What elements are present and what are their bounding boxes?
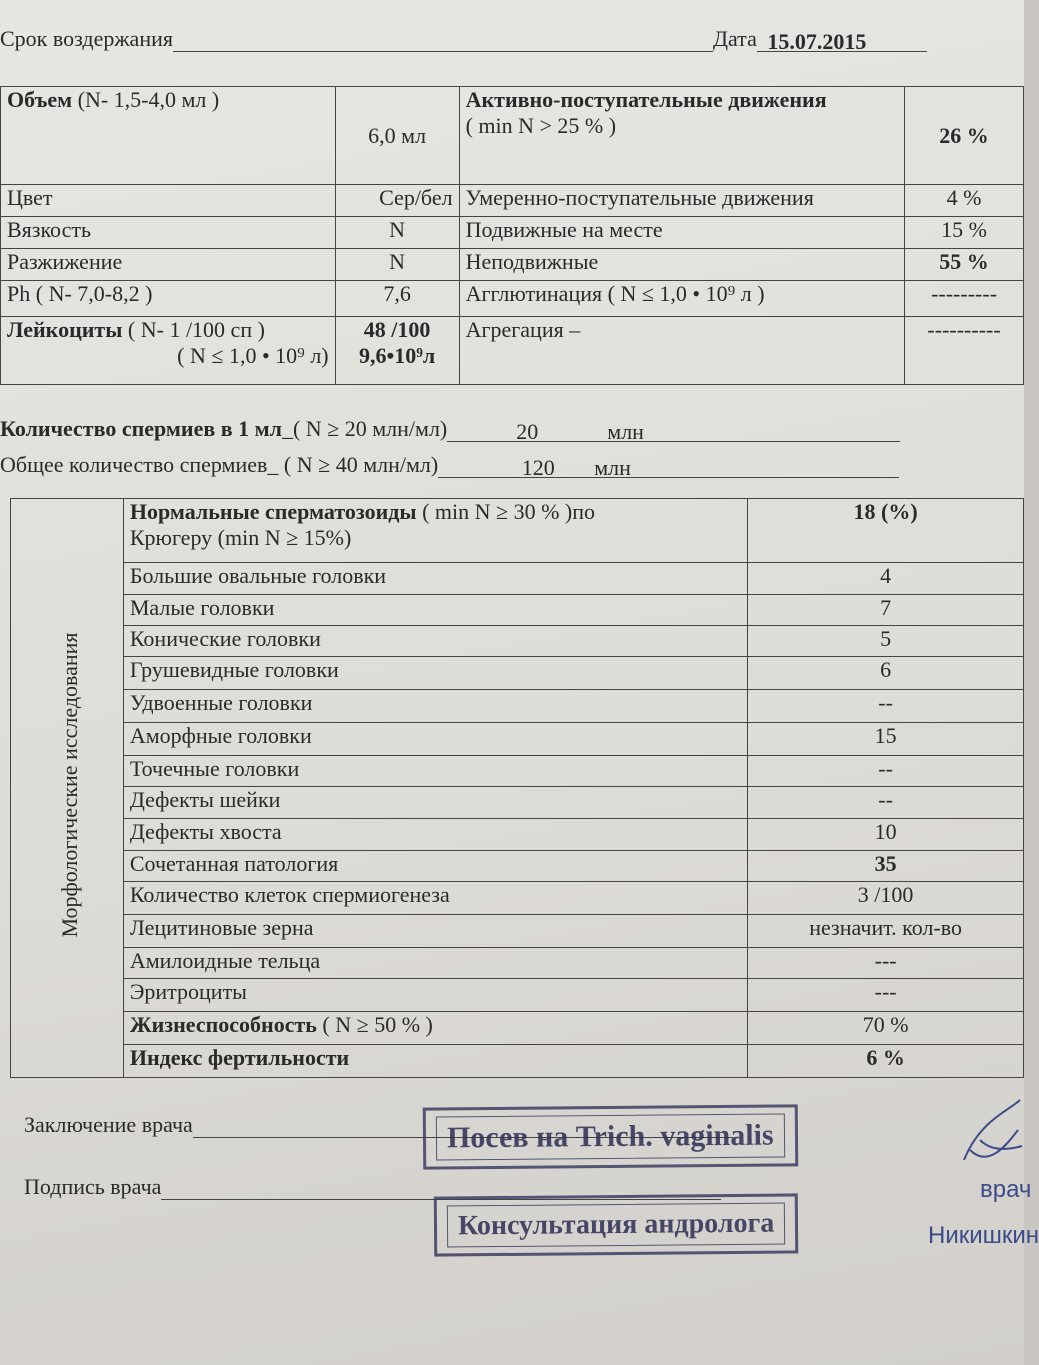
morphology-row-value: --- bbox=[748, 948, 1024, 979]
total-count-value: 120 bbox=[518, 455, 558, 478]
moderate-motility-label: Умеренно-поступательные движения bbox=[459, 185, 905, 217]
morphology-row-label: Удвоенные головки bbox=[123, 690, 747, 723]
semen-params-table bbox=[0, 86, 1024, 385]
morphology-row-label: Точечные головки bbox=[123, 756, 747, 787]
immotile-value: 55 % bbox=[905, 249, 1024, 281]
color-value: Сер/бел bbox=[335, 185, 459, 217]
viscosity-label: Вязкость bbox=[1, 217, 336, 249]
agglutination-value: --------- bbox=[905, 281, 1024, 317]
morphology-row-value: --- bbox=[748, 979, 1024, 1012]
morphology-row-value: 15 bbox=[748, 723, 1024, 756]
morphology-row-value: 6 bbox=[748, 657, 1024, 690]
morphology-row-value: незначит. кол-во bbox=[748, 915, 1024, 948]
morphology-row-label: Количество клеток спермиогенеза bbox=[123, 882, 747, 915]
active-motility-cell: Активно-поступательные движения ( min N > 25 % ) bbox=[459, 87, 905, 185]
stamp-culture: Посев на Trich. vaginalis bbox=[423, 1104, 798, 1169]
morphology-row-value: 10 bbox=[748, 819, 1024, 851]
active-motility-value: 26 % bbox=[905, 87, 1024, 185]
table-row bbox=[11, 787, 1024, 819]
morphology-row-label: Конические головки bbox=[123, 626, 747, 657]
table-row bbox=[11, 948, 1024, 979]
normal-sperm-value: 18 (%) bbox=[748, 499, 1024, 563]
morphology-row-label: Грушевидные головки bbox=[123, 657, 747, 690]
viability-value: 70 % bbox=[748, 1012, 1024, 1045]
table-row bbox=[11, 563, 1024, 595]
liquefaction-value: N bbox=[335, 249, 459, 281]
morphology-row-value: 3 /100 bbox=[748, 882, 1024, 915]
morphology-row-value: 7 bbox=[748, 595, 1024, 626]
abstinence-label: Срок воздержания bbox=[0, 26, 173, 51]
table-row bbox=[11, 851, 1024, 882]
morphology-row-label: Аморфные головки bbox=[123, 723, 747, 756]
agglutination-label: Агглютинация ( N ≤ 1,0 • 10⁹ л ) bbox=[459, 281, 905, 317]
morphology-row-value: 35 bbox=[748, 851, 1024, 882]
table-row bbox=[11, 915, 1024, 948]
morphology-row-value: -- bbox=[748, 756, 1024, 787]
table-row bbox=[11, 595, 1024, 626]
viability-row bbox=[11, 1012, 1024, 1045]
ph-cell: Ph ( N- 7,0-8,2 ) bbox=[1, 281, 336, 317]
table-row bbox=[11, 882, 1024, 915]
morphology-side-label: Морфологические исследования bbox=[57, 632, 82, 938]
table-row bbox=[11, 723, 1024, 756]
viability-label: Жизнеспособность ( N ≥ 50 % ) bbox=[123, 1012, 747, 1045]
table-row bbox=[11, 657, 1024, 690]
morphology-row-label: Малые головки bbox=[123, 595, 747, 626]
normal-sperm-cell: Нормальные сперматозоиды ( min N ≥ 30 % )по Крюгеру (min N ≥ 15%) bbox=[123, 499, 747, 563]
volume-value: 6,0 мл bbox=[335, 87, 459, 185]
table-row bbox=[11, 756, 1024, 787]
morphology-row-value: 4 bbox=[748, 563, 1024, 595]
date-label: Дата bbox=[712, 26, 757, 51]
stamp-andrologist: Консультация андролога bbox=[434, 1193, 799, 1256]
doctor-name: Никишкин bbox=[928, 1222, 1039, 1249]
count-per-ml-line: Количество спермиев в 1 мл_( N ≥ 20 млн/мл) 20 млн bbox=[0, 416, 900, 442]
fertility-value: 6 % bbox=[748, 1045, 1024, 1078]
in-place-motility-label: Подвижные на месте bbox=[459, 217, 905, 249]
viscosity-value: N bbox=[335, 217, 459, 249]
table-row bbox=[11, 626, 1024, 657]
morphology-row-value: -- bbox=[748, 690, 1024, 723]
liquefaction-label: Разжижение bbox=[1, 249, 336, 281]
in-place-motility-value: 15 % bbox=[905, 217, 1024, 249]
morphology-row-label: Дефекты хвоста bbox=[123, 819, 747, 851]
signature-mark bbox=[960, 1100, 1024, 1180]
morphology-row-label: Лецитиновые зерна bbox=[123, 915, 747, 948]
table-row bbox=[11, 690, 1024, 723]
ph-value: 7,6 bbox=[335, 281, 459, 317]
morphology-row-value: 5 bbox=[748, 626, 1024, 657]
table-row bbox=[11, 819, 1024, 851]
count-per-ml-value: 20 bbox=[507, 419, 547, 442]
morphology-row-label: Сочетанная патология bbox=[123, 851, 747, 882]
date-value: 15.07.2015 bbox=[757, 29, 877, 52]
morphology-row-label: Большие овальные головки bbox=[123, 563, 747, 595]
aggregation-label: Агрегация – bbox=[459, 317, 905, 385]
header-line bbox=[0, 26, 927, 52]
doctor-word: врач bbox=[980, 1176, 1032, 1203]
color-label: Цвет bbox=[1, 185, 336, 217]
morphology-row-value: -- bbox=[748, 787, 1024, 819]
table-row bbox=[11, 979, 1024, 1012]
volume-cell: Объем (N- 1,5-4,0 мл ) bbox=[1, 87, 336, 185]
morphology-table bbox=[10, 498, 1024, 1078]
morphology-row-label: Дефекты шейки bbox=[123, 787, 747, 819]
fertility-row bbox=[11, 1045, 1024, 1078]
moderate-motility-value: 4 % bbox=[905, 185, 1024, 217]
signature-line: Подпись врача bbox=[24, 1174, 721, 1200]
morphology-row-label: Эритроциты bbox=[123, 979, 747, 1012]
aggregation-value: ---------- bbox=[905, 317, 1024, 385]
conclusion-line: Заключение врача bbox=[24, 1112, 733, 1138]
immotile-label: Неподвижные bbox=[459, 249, 905, 281]
total-count-line: Общее количество спермиев_ ( N ≥ 40 млн/мл) 120 млн bbox=[0, 452, 899, 478]
leukocytes-value: 48 /100 9,6•10⁹л bbox=[335, 317, 459, 385]
leukocytes-cell: Лейкоциты ( N- 1 /100 сп ) ( N ≤ 1,0 • 10⁹ л) bbox=[1, 317, 336, 385]
fertility-label: Индекс фертильности bbox=[123, 1045, 747, 1078]
morphology-row-label: Амилоидные тельца bbox=[123, 948, 747, 979]
